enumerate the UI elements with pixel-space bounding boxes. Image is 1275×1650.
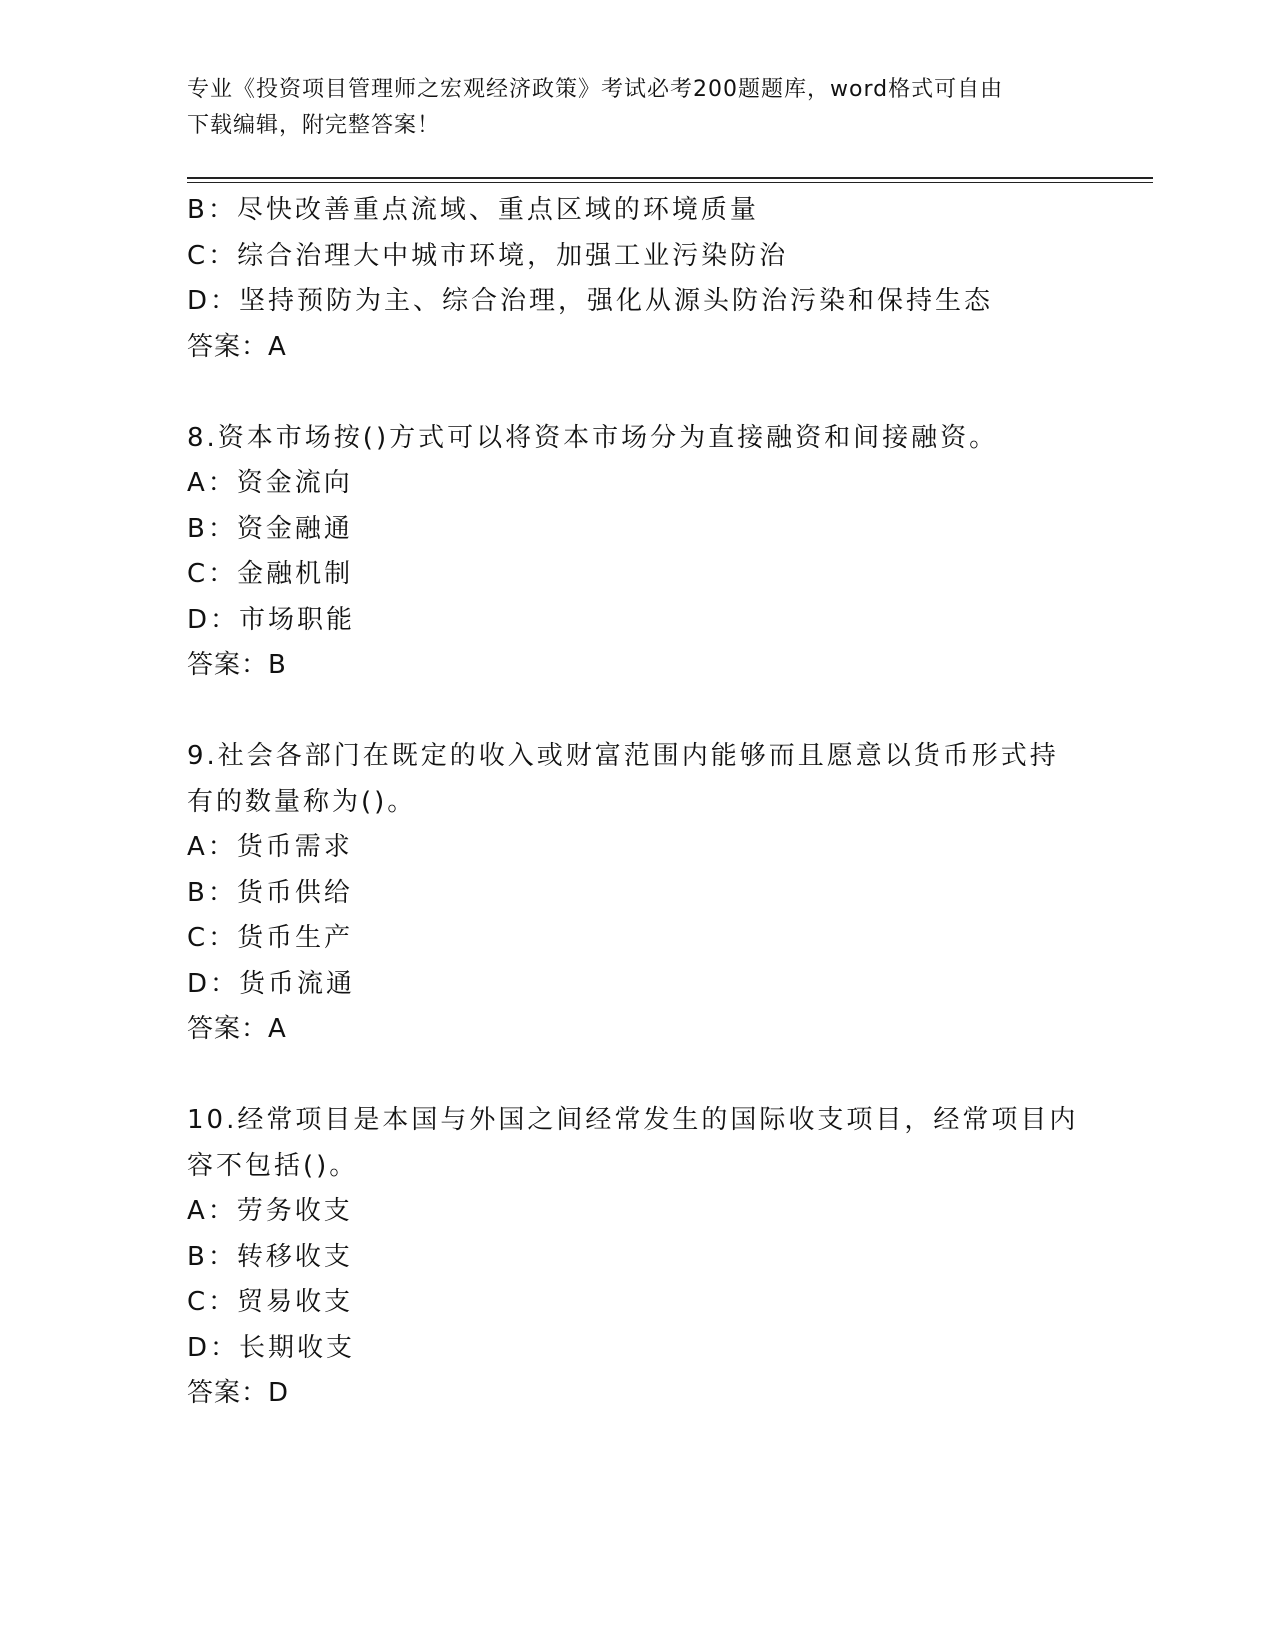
option-b: B：尽快改善重点流域、重点区域的环境质量 bbox=[187, 195, 759, 225]
option-b: B：转移收支 bbox=[187, 1241, 353, 1272]
option-a: A：货币需求 bbox=[187, 832, 353, 862]
question-text-cont: 有的数量称为()。 bbox=[187, 786, 417, 817]
option-c: C：货币生产 bbox=[187, 923, 354, 953]
option-c: C：综合治理大中城市环境，加强工业污染防治 bbox=[187, 240, 789, 271]
option-d: D：货币流通 bbox=[187, 968, 356, 999]
header-line-2: 下载编辑，附完整答案！ bbox=[187, 113, 441, 138]
option-a: A：劳务收支 bbox=[187, 1196, 353, 1226]
option-b: B：货币供给 bbox=[187, 877, 353, 908]
option-d: D：坚持预防为主、综合治理，强化从源头防治污染和保持生态 bbox=[187, 286, 994, 316]
question-block-10 bbox=[187, 1098, 1087, 1417]
question-block-7 bbox=[187, 188, 1087, 370]
question-text: 10.经常项目是本国与外国之间经常发生的国际收支项目，经常项目内 bbox=[187, 1105, 1079, 1135]
answer: 答案：A bbox=[187, 331, 287, 362]
question-text-cont: 容不包括()。 bbox=[187, 1150, 359, 1181]
question-block-8 bbox=[187, 416, 1087, 689]
answer: 答案：D bbox=[187, 1378, 290, 1408]
answer: 答案：B bbox=[187, 650, 287, 680]
question-list bbox=[187, 188, 1087, 1417]
question-block-9 bbox=[187, 734, 1087, 1053]
option-b: B：资金融通 bbox=[187, 513, 353, 544]
option-d: D：长期收支 bbox=[187, 1332, 356, 1363]
option-c: C：贸易收支 bbox=[187, 1287, 354, 1317]
option-a: A：资金流向 bbox=[187, 468, 353, 498]
header-divider-thick bbox=[187, 177, 1153, 179]
spacer bbox=[187, 1053, 1087, 1099]
header-divider-thin bbox=[187, 182, 1153, 183]
document-header bbox=[187, 72, 1087, 144]
spacer bbox=[187, 689, 1087, 735]
header-line-1: 专业《投资项目管理师之宏观经济政策》考试必考200题题库，word格式可自由 bbox=[187, 77, 1004, 102]
spacer bbox=[187, 370, 1087, 416]
question-text: 8.资本市场按()方式可以将资本市场分为直接融资和间接融资。 bbox=[187, 422, 999, 453]
answer: 答案：A bbox=[187, 1014, 287, 1044]
option-d: D：市场职能 bbox=[187, 604, 356, 635]
question-text: 9.社会各部门在既定的收入或财富范围内能够而且愿意以货币形式持 bbox=[187, 741, 1059, 771]
option-c: C：金融机制 bbox=[187, 559, 354, 589]
